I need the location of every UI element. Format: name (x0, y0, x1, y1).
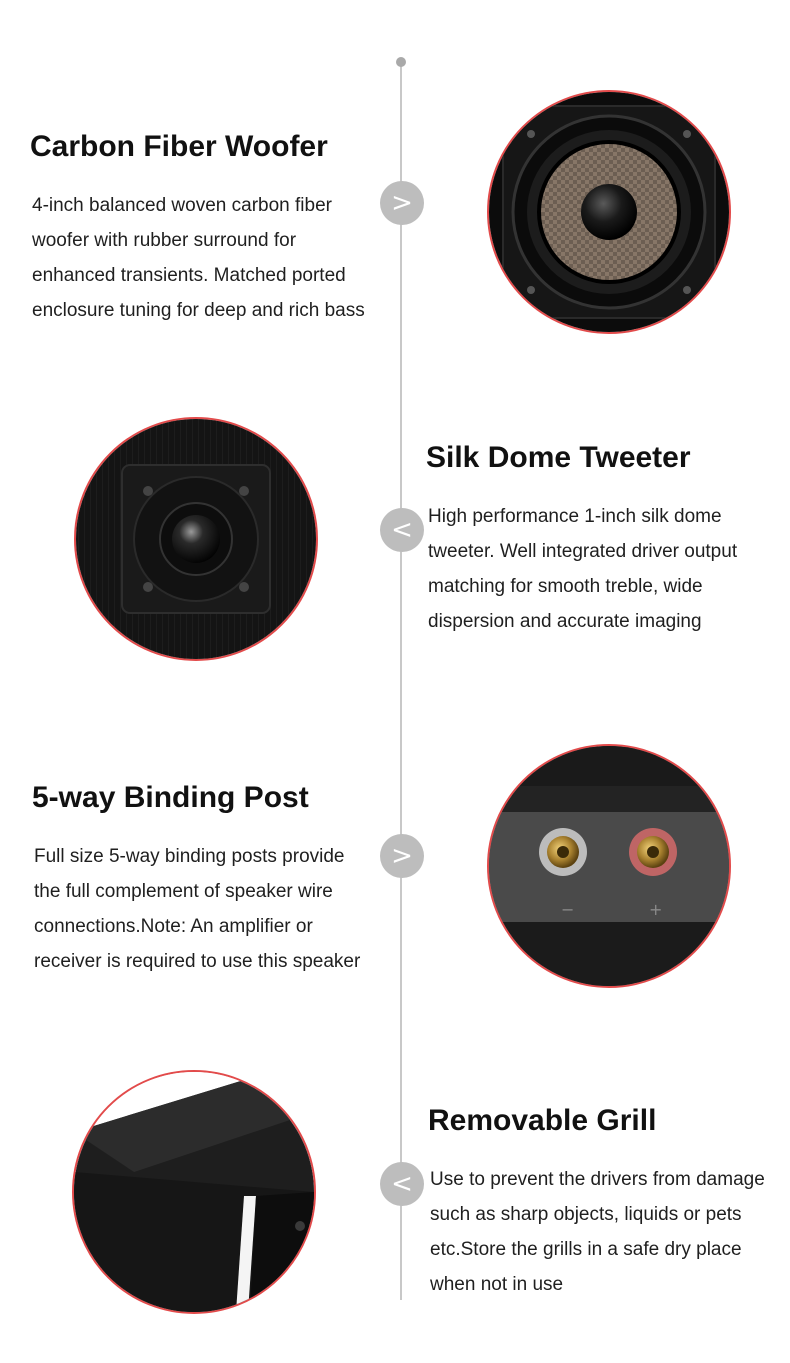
terminal-minus-label: − (561, 900, 575, 919)
grill-description (430, 1162, 765, 1302)
binding-post-photo (487, 744, 731, 988)
grill-line-4: when not in use (430, 1274, 564, 1295)
tweeter-line-3: matching for smooth treble, wide (428, 576, 703, 597)
woofer-photo (487, 90, 731, 334)
grill-title: Removable Grill (428, 1104, 657, 1137)
tweeter-line-1: High performance 1-inch silk dome (428, 506, 722, 527)
binding-post-line-1: Full size 5-way binding posts provide (34, 846, 345, 867)
woofer-line-1: 4-inch balanced woven carbon fiber (32, 195, 332, 216)
woofer-title: Carbon Fiber Woofer (30, 130, 328, 163)
chevron-left-icon (380, 508, 424, 552)
tweeter-line-4: dispersion and accurate imaging (428, 611, 702, 632)
woofer-description (32, 188, 365, 328)
terminal-plus-label: + (649, 900, 663, 919)
grill-photo (72, 1070, 316, 1314)
grill-line-1: Use to prevent the drivers from damage (430, 1169, 765, 1190)
binding-post-line-3: connections.Note: An amplifier or (34, 916, 313, 937)
tweeter-line-2: tweeter. Well integrated driver output (428, 541, 738, 562)
chevron-right-icon (380, 834, 424, 878)
grill-line-3: etc.Store the grills in a safe dry place (430, 1239, 742, 1260)
tweeter-title: Silk Dome Tweeter (426, 441, 691, 474)
binding-post-arrow-glyph: > (391, 841, 413, 871)
grill-line-2: such as sharp objects, liquids or pets (430, 1204, 742, 1225)
chevron-left-icon (380, 1162, 424, 1206)
woofer-line-2: woofer with rubber surround for (32, 230, 297, 251)
binding-post-description (34, 839, 360, 979)
woofer-arrow-glyph: > (391, 188, 413, 218)
woofer-line-4: enclosure tuning for deep and rich bass (32, 300, 365, 321)
binding-post-line-2: the full complement of speaker wire (34, 881, 333, 902)
timeline-start-dot (396, 57, 406, 67)
tweeter-arrow-glyph: < (391, 515, 413, 545)
grill-arrow-glyph: < (391, 1169, 413, 1199)
tweeter-description (428, 499, 737, 639)
binding-post-title: 5-way Binding Post (32, 781, 309, 814)
chevron-right-icon (380, 181, 424, 225)
binding-post-line-4: receiver is required to use this speaker (34, 951, 361, 972)
tweeter-photo (74, 417, 318, 661)
woofer-line-3: enhanced transients. Matched ported (32, 265, 346, 286)
timeline-line (400, 62, 402, 1300)
